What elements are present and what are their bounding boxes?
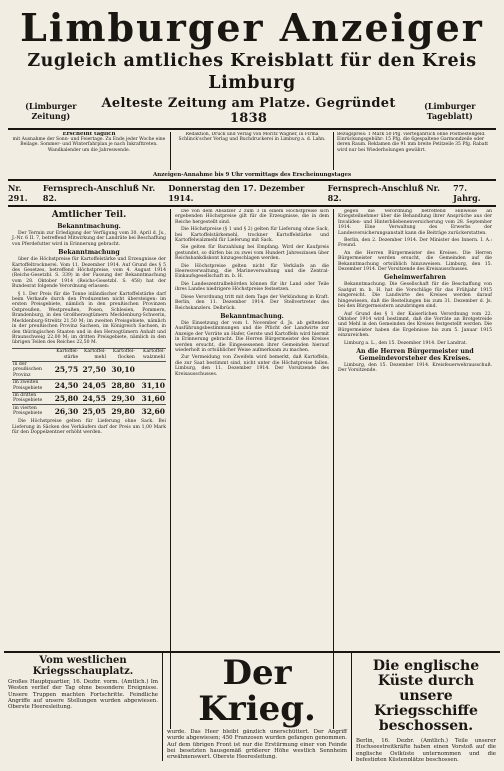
tagline: Aelteste Zeitung am Platze. Gegründet 1838 bbox=[101, 96, 396, 126]
publishing-head: Erscheint täglich bbox=[62, 132, 116, 137]
table-cell: 30,10 bbox=[107, 361, 136, 379]
report-heading: Die englische Küste durch unsere Kriegsschiffe beschossen. bbox=[372, 658, 480, 734]
war-report bbox=[163, 653, 352, 761]
paragraph: gegen die Verordnung betreffend Hinweise an Kriegsteilnehmer über die Behandlung ihrer Ansprüche aus der Invaliden- und Hinterbliebenenversicherung vom 28. September 1914. Eine Verwaltung des Erwerbs der Landesversicherungsanstalt kann die Beiträge zurückerstatten. bbox=[338, 209, 492, 236]
paragraph: Sie gelten für Barzahlung bei Empfang. Wird der Kaufpreis gestundet, so dürfen bis zu zwei vom Hundert Jahreszinsen über Reichsbankdiskont hinzugeschlagen werden. bbox=[175, 245, 329, 262]
masthead bbox=[4, 6, 500, 126]
pricing-info bbox=[334, 132, 496, 170]
table-header: Kartoffel-stärke bbox=[51, 348, 79, 361]
table-cell: 24,50 bbox=[51, 379, 79, 392]
table-row bbox=[12, 361, 166, 379]
tagline-row bbox=[8, 96, 496, 126]
publishing-text: mit Ausnahme der Sonn- und Feiertage. Zu Ende jeder Woche eine Beilage. Sommer- und Winterfahrplan je nach Inkrafttreten. Wandkalender um die Jahreswende. bbox=[12, 137, 166, 153]
table-cell: 29,80 bbox=[107, 405, 136, 417]
paragraph: Die Höchstpreise gelten für Lieferung ohne Sack. Bei Lieferung in Säcken des Verkäufers darf der Preis um 1,00 Mark für den Doppelzentner erhöht werden. bbox=[12, 419, 166, 435]
paragraph: An die Herren Bürgermeister des Kreises. Die Herren Bürgermeister werden ersucht, die Gemeinden auf die Bekanntmachung ortsüblich hinzuweisen. Limburg, den 15. Dezember 1914. Der Vorsitzende des Kreisausschusses. bbox=[338, 250, 492, 273]
table-header-row bbox=[12, 348, 166, 361]
paragraph: § 1. Der Preis für die Tonne inländischer Kartoffelstärke darf beim Verkaufe durch den Produzenten nicht übersteigen: im ersten Preisgebiete, nämlich in den preußischen Provinzen Ostpreußen, Westpreußen, Posen, Schlesien, Pommern, Brandenburg, in den Großherzogtümern Mecklenburg-Schwerin, Mecklenburg-Strelitz 21,50 M; im zweiten Preisgebiete, nämlich in der preußischen Provinz Sachsen, im Königreich Sachsen, in den thüringischen Staaten und in den Herzogtümern Anhalt und Braunschweig 22,00 M; im dritten Preisgebiete, nämlich in den übrigen Teilen des Reiches 22,50 M. bbox=[12, 291, 166, 346]
paragraph: Bekanntmachung. Die Gesellschaft für die Beschaffung von Saatgut m. b. H. hat die Vorschläge für das Frühjahr 1915 eingereicht. Die Landwirte des Kreises werden darauf hingewiesen, daß die Bestellungen bis zum 31. Dezember d. Js. bei den Bürgermeistern anzubringen sind. bbox=[338, 282, 492, 310]
table-row bbox=[12, 392, 166, 405]
article-heading: Geheimwerfahren bbox=[384, 274, 446, 282]
price-table bbox=[12, 348, 166, 417]
left-label: (Limburger Zeitung) bbox=[25, 101, 77, 121]
paragraph: Die von dem Absatzer 2 zum 3 in einem Höchstpreise sich ergebenden Höchstpreise gilt für die Erzeugnisse, die in dem Reiche hergestellt sind. bbox=[175, 209, 329, 225]
table-cell: im vierten Preisgebiete bbox=[12, 405, 51, 417]
paragraph: Die Höchstpreise gelten nicht für Verkäufe an die Heeresverwaltung, die Marineverwaltung und die Zentral-Einkaufsgesellschaft m. b. H. bbox=[175, 263, 329, 280]
paragraph: Die Höchstpreise (§ 1 und § 2) gelten für Lieferung ohne Sack, bei Kartoffelstärkemehl, trockner Kartoffelstärke und Kartoffelwalzmehl für Lieferung mit Sack. bbox=[175, 227, 329, 244]
newspaper-subtitle: Zugleich amtliches Kreisblatt für den Kreis Limburg bbox=[27, 51, 477, 93]
volume-year: 77. Jahrg. bbox=[453, 183, 481, 203]
divider bbox=[8, 128, 496, 130]
english-coast-report bbox=[352, 653, 500, 761]
table-row bbox=[12, 379, 166, 392]
divider bbox=[8, 179, 496, 181]
article-heading: Bekanntmachung. bbox=[57, 223, 121, 230]
phone-label: Fernsprech-Anschluß Nr. 82. bbox=[42, 183, 156, 203]
table-cell: 24,05 bbox=[79, 379, 107, 392]
table-cell: in der preußischen Provinz bbox=[12, 361, 51, 379]
paragraph: Der Termin zur Erledigung der Verfügung vom 30. April d. Js., J.-Nr. 6 II. 7, betreffend Mitwirkung der Landräte bei Beschaffung von Pferdefutter wird in Erinnerung gebracht. bbox=[12, 231, 166, 247]
dateline bbox=[8, 182, 496, 204]
publisher-info bbox=[171, 132, 334, 170]
table-header: Kartoffel-walzmehl bbox=[136, 348, 166, 361]
table-cell: im zweiten Preisgebiete bbox=[12, 379, 51, 392]
table-cell: 31,60 bbox=[136, 392, 166, 405]
table-cell: 25,75 bbox=[51, 361, 79, 379]
table-cell: 25,80 bbox=[51, 392, 79, 405]
table-cell: 26,30 bbox=[51, 405, 79, 417]
right-label: (Limburger Tageblatt) bbox=[424, 101, 476, 121]
war-heading: Der Krieg. bbox=[198, 653, 316, 729]
war-news-section bbox=[4, 651, 500, 761]
table-cell bbox=[136, 361, 166, 379]
paragraph: Die Einsetzung der vom 1. November d. Js. ab geltenden Ausführungsbestimmungen und die Pflicht der Landwirte zur Anzeige der Vorräte an Hafer, Gerste und Kartoffeln wird hiermit in Erinnerung gebracht. Die Herren Bürgermeister des Kreises werden ersucht, die Eingesessenen ihrer Gemeinden hierauf wiederholt in ortsüblicher Weise aufmerksam zu machen. bbox=[175, 320, 329, 353]
table-cell: 29,30 bbox=[107, 392, 136, 405]
newspaper-title: Limburger Anzeiger bbox=[20, 5, 484, 50]
table-cell: 27,50 bbox=[79, 361, 107, 379]
publishing-info bbox=[8, 132, 171, 170]
article-heading: An die Herren Bürgermeister und Gemeindevorsteher des Kreises. bbox=[356, 347, 474, 362]
paragraph: Diese Verordnung tritt mit dem Tage der Verkündung in Kraft. Berlin, den 11. Dezember 1914. Der Stellvertreter des Reichskanzlers. Delbrück. bbox=[175, 294, 329, 311]
paragraph: Auf Grund des § 1 der Kaiserlichen Verordnung vom 22. Oktober 1914 wird bestimmt, daß die Vorräte an Brotgetreide und Mehl in den Gemeinden des Kreises festgestellt werden. Die Bürgermeister haben die Ergebnisse bis zum 5. Januar 1915 einzureichen. bbox=[338, 311, 492, 339]
table-header: Kartoffel-mehl bbox=[79, 348, 107, 361]
publisher-text: Redaktion, Druck und Verlag von Moritz Wagner, in Firma Schlinck'scher Verlag und Buchdruckerei in Limburg a. d. Lahn. bbox=[178, 132, 326, 143]
paragraph: Berlin, den 2. Dezember 1914. Der Minister des Innern. I. A.: Freund. bbox=[338, 238, 492, 249]
report-text: Großes Hauptquartier, 16. Dezbr. vorm. (Amtlich.) Im Westen verlief der Tag ohne besondere Ereignisse. Unsere Truppen machten Fortschritte. Feindliche Angriffe auf unsere Stellungen wurden abgewiesen. Oberste Heeresleitung. bbox=[8, 679, 158, 711]
article-heading: Bekanntmachung bbox=[58, 249, 120, 257]
table-cell: 28,80 bbox=[107, 379, 136, 392]
article-heading: Bekanntmachung. bbox=[220, 312, 284, 320]
report-heading: Vom westlichen Kriegsschauplatz. bbox=[32, 655, 134, 677]
paragraph: über die Höchstpreise für Kartoffelstärke und Erzeugnisse der Kartoffeltrocknerei. Vom 11. Dezember 1914. Auf Grund des § 5 des Gesetzes, betreffend Höchstpreise, vom 4. August 1914 (Reichs-Gesetzbl. S. 339) in der Fassung der Bekanntmachung vom 28. Oktober 1914 (Reichs-Gesetzbl. S. 458) hat der Bundesrat folgende Verordnung erlassen: bbox=[12, 257, 166, 290]
paragraph: Zur Vermeidung von Zweifeln wird bemerkt, daß Kartoffeln, die zur Saat bestimmt sind, nicht unter die Höchstpreise fallen. Limburg, den 11. Dezember 1914. Der Vorsitzende des Kreisausschusses. bbox=[175, 355, 329, 377]
report-text: Berlin, 16. Dezbr. (Amtlich.) Teile unserer Hochseestreitkräfte haben einen Vorstoß auf die englische Ostküste unternommen und die befestigten Küstenplätze beschossen. bbox=[356, 738, 496, 761]
ad-acceptance-note: Anzeigen-Annahme bis 9 Uhr vormittags des Erscheinungstages bbox=[152, 172, 352, 178]
issue-date: Donnerstag den 17. Dezember 1914. bbox=[168, 183, 305, 203]
phone-label: Fernsprech-Anschluß Nr. 82. bbox=[327, 183, 440, 203]
western-front-report bbox=[4, 653, 163, 761]
table-header: Kartoffel-flocken bbox=[107, 348, 136, 361]
info-row bbox=[8, 132, 496, 170]
newspaper-page bbox=[4, 4, 500, 767]
table-cell: 25,05 bbox=[79, 405, 107, 417]
paragraph: Limburg, den 15. Dezember 1914. Kreisfeuerwehrausschuß. Der Vorsitzende. bbox=[338, 362, 492, 374]
table-cell: 31,10 bbox=[136, 379, 166, 392]
divider bbox=[8, 205, 496, 207]
table-cell: 32,60 bbox=[136, 405, 166, 417]
paragraph: Die Landeszentralbehörden können für ihr Land oder Teile ihres Landes niedrigere Höchstpreise festsetzen. bbox=[175, 281, 329, 293]
section-heading: Amtlicher Teil. bbox=[51, 210, 127, 220]
table-cell: 24,55 bbox=[79, 392, 107, 405]
table-header bbox=[12, 348, 51, 361]
war-text: wurde. Das Heer bleibt gänzlich unerschüttert. Der Angriff wurde abgewiesen; 450 Franzosen wurden gefangen genommen. Auf dem übrigen Front ist nur die Erstürmung einer von Feinde bei besetzten hausgemäß größerer Höhe westlich Sennheim erwähnenswert. Oberste Heeresleitung. bbox=[167, 729, 347, 761]
paragraph: Limburg a. L., den 15. Dezember 1914. Der Landrat. bbox=[344, 340, 468, 346]
pricing-text: Bezugspreis: 1 Mark 50 Pfg. vierteljährlich ohne Postbestellgeld. Einrückungsgebühr: 15 Pfg. die 6gespaltene Garmondzeile oder deren Raum. Reklamen die 91 mm breite Petitzeile 35 Pfg. Rabatt wird nur bei Wiederholungen gewährt. bbox=[337, 132, 489, 153]
table-row bbox=[12, 405, 166, 417]
issue-number: Nr. 291. bbox=[8, 183, 28, 203]
table-cell: im dritten Preisgebiete bbox=[12, 392, 51, 405]
